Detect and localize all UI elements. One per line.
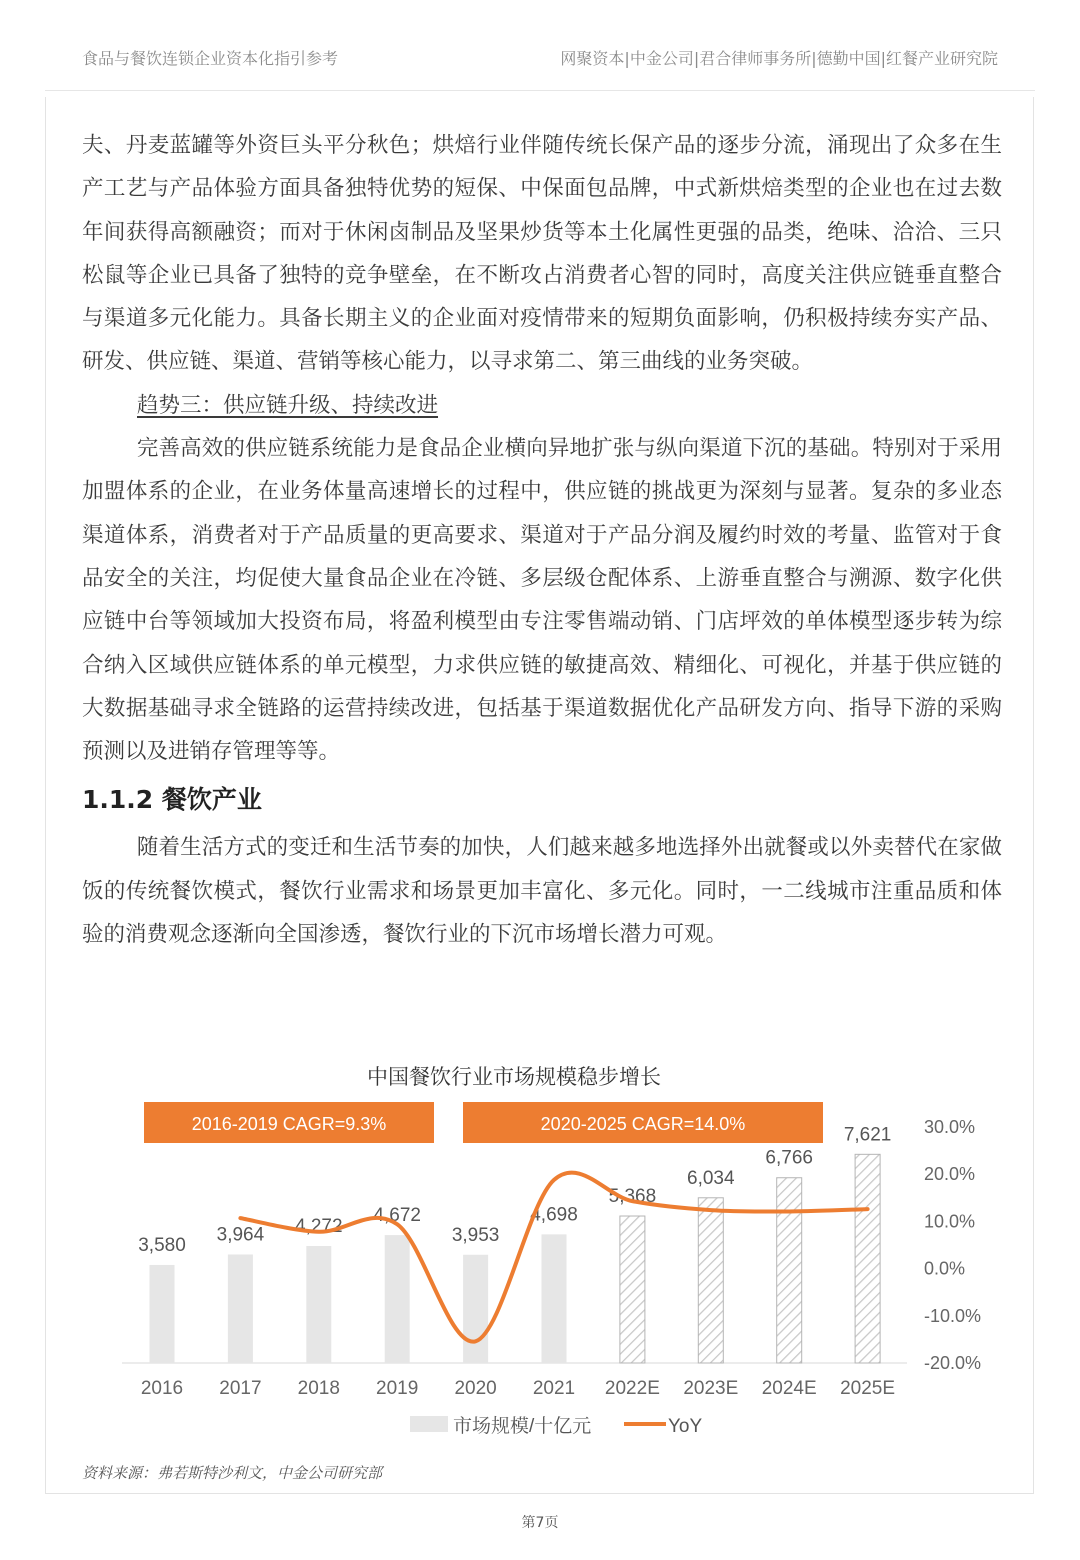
paragraph-2: 完善高效的供应链系统能力是食品企业横向异地扩张与纵向渠道下沉的基础。特别对于采用加盟体系的企业，在业务体量高速增长的过程中，供应链的挑战更为深刻与显著。复杂的多业态渠道体系，消费者对于产品质量的更高要求、渠道对于产品分润及履约时效的考量、监管对于食品安全的关注，均促使大量食品企业在冷链、多层级仓配体系、上游垂直整合与溯源、数字化供应链中台等领域加大投资布局，将盈利模型由专注零售端动销、门店坪效的单体模型逐步转为综合纳入区域供应链体系的单元模型，力求供应链的敏捷高效、精细化、可视化，并基于供应链的大数据基础寻求全链路的运营持续改进，包括基于渠道数据优化产品研发方向、指导下游的采购预测以及进销存管理等等。 bbox=[82, 436, 1002, 765]
header-divider bbox=[45, 90, 1035, 91]
x-tick-2018: 2018 bbox=[297, 1378, 340, 1399]
bar-label-2018: 4,272 bbox=[295, 1216, 343, 1238]
chart-title: 中国餐饮行业市场规模稳步增长 bbox=[367, 1066, 661, 1089]
x-tick-2019: 2019 bbox=[376, 1378, 419, 1399]
legend-line-label: YoY bbox=[668, 1416, 703, 1437]
x-tick-2022E: 2022E bbox=[604, 1378, 660, 1399]
legend-bar-swatch bbox=[410, 1416, 448, 1432]
header-left-title: 食品与餐饮连锁企业资本化指引参考 bbox=[82, 49, 339, 68]
bar-label-2021: 4,698 bbox=[530, 1204, 578, 1226]
bar-2022E bbox=[620, 1216, 645, 1363]
bar-2020 bbox=[463, 1255, 488, 1363]
y2-tick-1: 20.0% bbox=[924, 1164, 976, 1185]
bar-label-2023E: 6,034 bbox=[687, 1167, 735, 1189]
x-tick-2025E: 2025E bbox=[840, 1378, 896, 1399]
x-tick-2017: 2017 bbox=[219, 1378, 262, 1399]
bar-label-2019: 4,672 bbox=[373, 1205, 421, 1227]
bar-2019 bbox=[385, 1235, 410, 1363]
legend-bar-label: 市场规模/十亿元 bbox=[453, 1416, 592, 1437]
cagr-label-2: 2020-2025 CAGR=14.0% bbox=[540, 1114, 746, 1134]
y2-tick-5: -20.0% bbox=[924, 1353, 982, 1373]
bar-label-2022E: 5,368 bbox=[608, 1186, 657, 1208]
bar-label-2024E: 6,766 bbox=[765, 1147, 813, 1169]
bar-2018 bbox=[306, 1246, 331, 1363]
x-tick-2021: 2021 bbox=[532, 1378, 576, 1399]
paragraph-1: 夫、丹麦蓝罐等外资巨头平分秋色；烘焙行业伴随传统长保产品的逐步分流，涌现出了众多在生产工艺与产品体验方面具备独特优势的短保、中保面包品牌，中式新烘焙类型的企业也在过去数年间获得高额融资；而对于休闲卤制品及坚果炒货等本土化属性更强的品类，绝味、洽洽、三只松鼠等企业已具备了独特的竞争壁垒，在不断攻占消费者心智的同时，高度关注供应链垂直整合与渠道多元化能力。具备长期主义的企业面对疫情带来的短期负面影响，仍积极持续夯实产品、研发、供应链、渠道、营销等核心能力，以寻求第二、第三曲线的业务突破。 bbox=[82, 133, 1002, 375]
bar-2025E bbox=[855, 1154, 880, 1363]
bar-label-2020: 3,953 bbox=[451, 1224, 500, 1246]
market-size-chart bbox=[82, 1050, 1022, 1460]
x-tick-2020: 2020 bbox=[454, 1378, 497, 1399]
x-tick-2016: 2016 bbox=[140, 1378, 184, 1399]
source-note: 资料来源：弗若斯特沙利文，中金公司研究部 bbox=[82, 1464, 383, 1482]
trend-3-text: 趋势三：供应链升级、持续改进 bbox=[137, 392, 439, 418]
bar-2016 bbox=[150, 1265, 175, 1363]
bar-2021 bbox=[542, 1234, 567, 1363]
header-right-organizations: 网聚资本|中金公司|君合律师事务所|德勤中国|红餐产业研究院 bbox=[560, 49, 998, 68]
bar-label-2017: 3,964 bbox=[216, 1224, 265, 1246]
bar-label-2016: 3,580 bbox=[138, 1234, 186, 1256]
x-tick-2024E: 2024E bbox=[761, 1378, 817, 1399]
bar-2023E bbox=[698, 1198, 723, 1363]
y2-tick-4: -10.0% bbox=[924, 1305, 982, 1326]
bar-2017 bbox=[228, 1254, 253, 1363]
trend-3-heading bbox=[82, 384, 1002, 427]
x-tick-2023E: 2023E bbox=[683, 1378, 739, 1399]
y2-tick-3: 0.0% bbox=[924, 1258, 966, 1279]
chart-svg bbox=[82, 1050, 1022, 1460]
paragraph-3: 随着生活方式的变迁和生活节奏的加快，人们越来越多地选择外出就餐或以外卖替代在家做饭的传统餐饮模式，餐饮行业需求和场景更加丰富化、多元化。同时，一二线城市注重品质和体验的消费观念逐渐向全国渗透，餐饮行业的下沉市场增长潜力可观。 bbox=[82, 835, 1002, 948]
page-number: 第7页 bbox=[521, 1515, 559, 1531]
cagr-label-1: 2016-2019 CAGR=9.3% bbox=[191, 1114, 387, 1134]
y2-tick-0: 30.0% bbox=[924, 1117, 976, 1137]
bar-label-2025E: 7,621 bbox=[843, 1124, 892, 1146]
y2-tick-2: 10.0% bbox=[924, 1211, 976, 1232]
section-title: 1.1.2 餐饮产业 bbox=[82, 785, 262, 815]
bar-2024E bbox=[777, 1178, 802, 1363]
body-content bbox=[82, 124, 1002, 956]
